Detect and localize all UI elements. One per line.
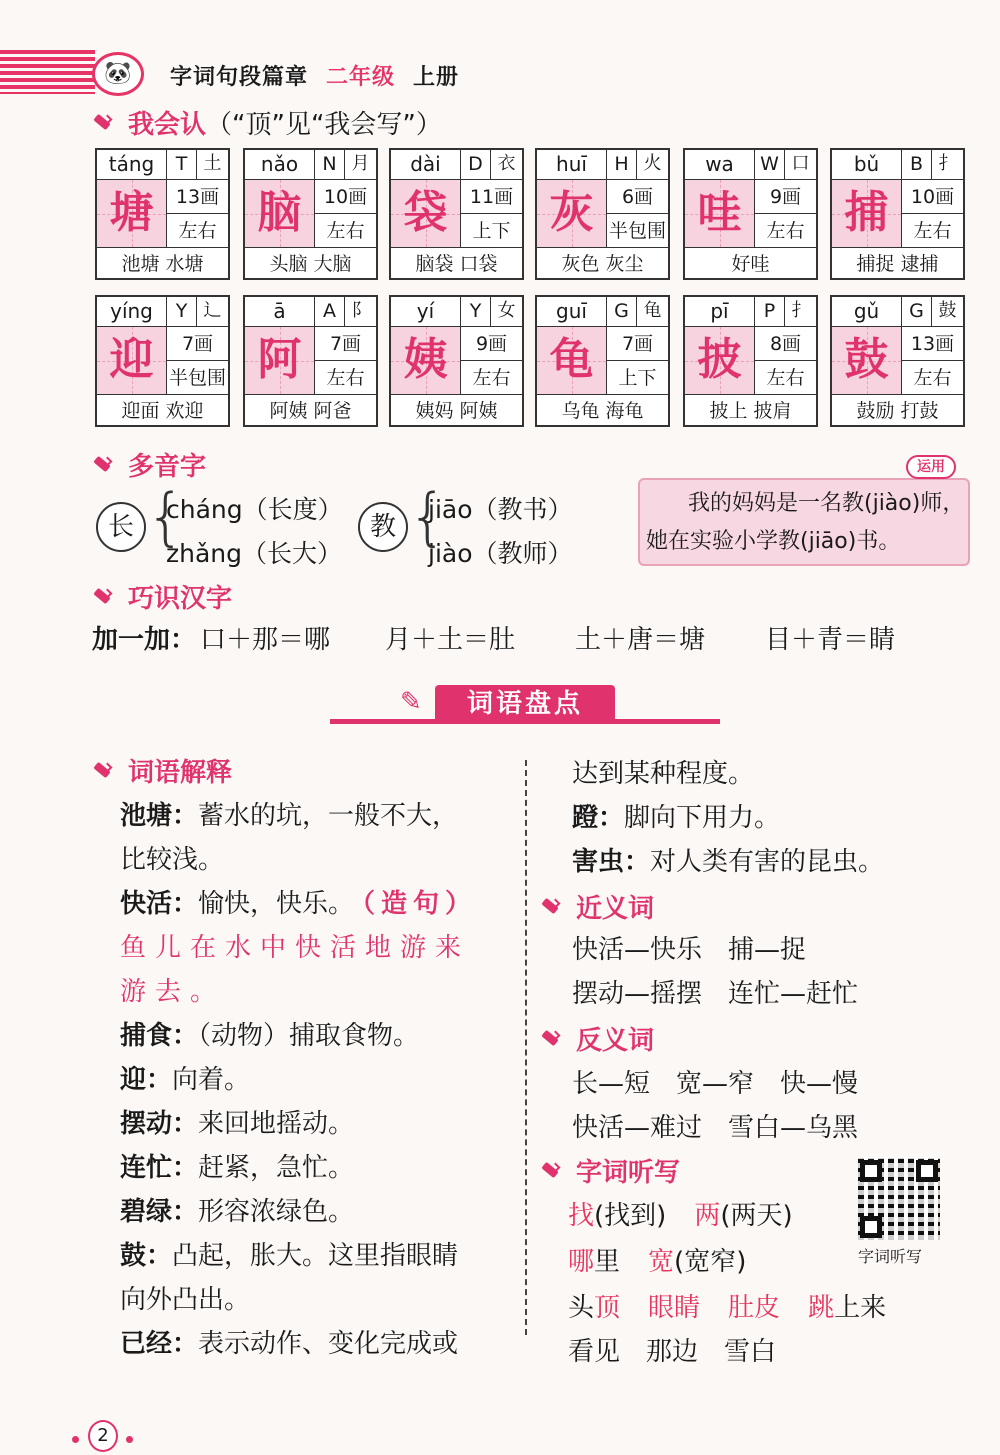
card-words: 捕捉 逮捕	[856, 253, 939, 275]
card-radical: 土	[203, 153, 222, 174]
explain-entry: 已经：表示动作、变化完成或	[120, 1329, 459, 1359]
pen-bullet-icon	[92, 112, 118, 134]
card-initial: W	[755, 150, 785, 179]
card-header	[832, 297, 963, 327]
card-structure: 左右	[755, 214, 816, 248]
explain-entry: 连忙：赶紧，急忙。	[120, 1153, 355, 1183]
card-strokes: 10画	[315, 180, 376, 214]
card-header	[391, 150, 522, 180]
column-divider	[525, 760, 527, 1335]
brace-icon: {	[408, 480, 448, 553]
dot-decoration	[126, 1436, 133, 1443]
explain-entry: 害虫：对人类有害的昆虫。	[572, 847, 885, 877]
card-words: 脑袋 口袋	[415, 253, 498, 275]
polyphone-char: 长	[96, 502, 146, 552]
character-card	[683, 295, 818, 427]
card-radical: 扌	[938, 153, 957, 174]
card-character	[97, 327, 167, 395]
card-character	[537, 327, 607, 395]
explain-entry: 蹬：脚向下用力。	[572, 803, 781, 833]
card-character	[685, 180, 755, 248]
section-polyphone-title: 多音字	[92, 446, 206, 483]
explain-entry: 快活：愉快，快乐。 （造句）	[120, 889, 478, 919]
pen-icon: ✎	[400, 687, 422, 717]
character-card	[243, 148, 378, 280]
card-pinyin: wa	[685, 150, 755, 179]
pen-bullet-icon	[92, 760, 118, 782]
card-radical: 火	[643, 153, 662, 174]
polyphone-reading: zhǎng（长大）	[166, 539, 343, 568]
example-sentence: 鱼儿在水中快活地游来	[120, 933, 471, 963]
card-words: 头脑 大脑	[269, 253, 352, 275]
section-recognize-title: 我会认 （“顶”见“我会写”）	[92, 104, 442, 141]
card-structure: 左右	[315, 214, 376, 248]
card-radical: 衣	[497, 153, 516, 174]
pen-bullet-icon	[540, 1028, 566, 1050]
card-initial: T	[167, 150, 197, 179]
section-explain-title: 词语解释	[92, 752, 232, 789]
card-structure: 左右	[902, 214, 963, 248]
character-card	[95, 295, 230, 427]
card-initial: G	[902, 297, 932, 326]
card-radical: 鼓	[938, 300, 957, 321]
card-structure: 半包围	[607, 214, 668, 248]
card-character-text: 塘	[109, 187, 154, 238]
character-card	[535, 295, 670, 427]
card-initial: Y	[461, 297, 491, 326]
card-words: 迎面 欢迎	[121, 400, 204, 422]
card-character	[245, 180, 315, 248]
pen-bullet-icon	[540, 896, 566, 918]
card-pinyin: táng	[97, 150, 167, 179]
card-words: 阿姨 阿爸	[269, 400, 352, 422]
card-strokes: 6画	[607, 180, 668, 214]
explain-entry: 迎：向着。	[120, 1065, 251, 1095]
card-pinyin: dài	[391, 150, 461, 179]
character-card	[683, 148, 818, 280]
pen-bullet-icon	[540, 1160, 566, 1182]
card-header	[391, 297, 522, 327]
card-character-text: 姨	[403, 334, 448, 385]
card-strokes: 8画	[755, 327, 816, 361]
section-clever-title: 巧识汉字	[92, 578, 232, 615]
card-strokes: 7画	[167, 327, 228, 361]
clever-item: 口＋那＝哪	[200, 625, 331, 655]
explain-entry: 捕食：（动物）捕取食物。	[120, 1021, 420, 1051]
card-strokes: 13画	[167, 180, 228, 214]
card-structure: 左右	[902, 361, 963, 395]
dictation-line: 头顶 眼睛 肚皮 跳上来	[568, 1293, 887, 1323]
polyphone-char: 教	[358, 502, 408, 552]
card-structure: 左右	[461, 361, 522, 395]
card-strokes: 7画	[607, 327, 668, 361]
qr-code[interactable]	[858, 1158, 940, 1240]
card-header	[245, 297, 376, 327]
card-words: 灰色 灰尘	[561, 253, 644, 275]
card-initial: H	[607, 150, 637, 179]
dictation-line: 找(找到) 两(两天)	[568, 1201, 793, 1231]
header-stripes	[0, 50, 95, 94]
synonym-line: 摆动—摇摆 连忙—赶忙	[572, 979, 859, 1009]
character-card	[243, 295, 378, 427]
card-words: 池塘 水塘	[121, 253, 204, 275]
clever-item: 目＋青＝睛	[765, 625, 896, 655]
card-strokes: 9画	[755, 180, 816, 214]
character-card	[389, 148, 524, 280]
card-strokes: 7画	[315, 327, 376, 361]
card-character	[685, 327, 755, 395]
header-title: 字词句段篇章 二年级 上册	[170, 65, 460, 90]
card-initial: N	[315, 150, 345, 179]
card-character-text: 披	[697, 334, 742, 385]
card-pinyin: nǎo	[245, 150, 315, 179]
explain-cont: 达到某种程度。	[572, 759, 755, 789]
card-header	[97, 150, 228, 180]
pen-bullet-icon	[92, 454, 118, 476]
explain-cont: 比较浅。	[120, 845, 225, 875]
card-character-text: 龟	[549, 334, 594, 385]
card-pinyin: gǔ	[832, 297, 902, 326]
card-pinyin: yí	[391, 297, 461, 326]
clever-item: 月＋土＝肚	[385, 625, 516, 655]
polyphone-reading: cháng（长度）	[166, 495, 343, 524]
section-banner	[330, 685, 720, 727]
character-card	[535, 148, 670, 280]
card-words: 披上 披肩	[709, 400, 792, 422]
polyphone-reading: jiào（教师）	[428, 539, 573, 568]
card-character	[391, 180, 461, 248]
card-radical: 阝	[351, 300, 370, 321]
explain-entry: 池塘：蓄水的坑，一般不大，	[120, 801, 459, 831]
card-pinyin: huī	[537, 150, 607, 179]
card-character-text: 迎	[109, 334, 154, 385]
explain-entry: 鼓：凸起，胀大。这里指眼睛	[120, 1241, 459, 1271]
card-structure: 上下	[461, 214, 522, 248]
character-card	[95, 148, 230, 280]
card-header	[97, 297, 228, 327]
explain-entry: 碧绿：形容浓绿色。	[120, 1197, 355, 1227]
card-pinyin: ā	[245, 297, 315, 326]
dictation-line: 哪里 宽(宽窄)	[568, 1247, 747, 1277]
card-header	[537, 297, 668, 327]
panda-logo-icon: 🐼	[92, 52, 144, 96]
example-sentence: 游去。	[120, 977, 226, 1007]
character-card	[830, 295, 965, 427]
card-structure: 上下	[607, 361, 668, 395]
clever-label: 加一加：	[92, 625, 197, 655]
card-pinyin: guī	[537, 297, 607, 326]
card-character	[537, 180, 607, 248]
character-card	[830, 148, 965, 280]
card-words: 鼓励 打鼓	[856, 400, 939, 422]
pen-bullet-icon	[92, 586, 118, 608]
apply-line: 我的妈妈是一名教(jiào)师，	[688, 491, 965, 516]
card-header	[537, 150, 668, 180]
card-radical: 扌	[791, 300, 810, 321]
antonym-line: 长—短 宽—窄 快—慢	[572, 1069, 859, 1099]
card-radical: 辶	[203, 300, 222, 321]
card-structure: 左右	[167, 214, 228, 248]
card-radical: 龟	[643, 300, 662, 321]
card-radical: 女	[497, 300, 516, 321]
card-strokes: 10画	[902, 180, 963, 214]
card-pinyin: bǔ	[832, 150, 902, 179]
synonym-line: 快活—快乐 捕—捉	[572, 935, 807, 965]
card-character-text: 灰	[549, 187, 594, 238]
card-character-text: 阿	[257, 334, 302, 385]
card-strokes: 11画	[461, 180, 522, 214]
card-character-text: 袋	[403, 187, 448, 238]
dictation-line: 看见 那边 雪白	[568, 1337, 777, 1367]
card-character	[97, 180, 167, 248]
page-number: 2	[88, 1420, 118, 1452]
card-header	[685, 297, 816, 327]
qr-caption: 字词听写	[858, 1247, 923, 1266]
section-dictation-title: 字词听写	[540, 1152, 680, 1189]
section-antonyms-title: 反义词	[540, 1020, 654, 1057]
card-structure: 半包围	[167, 361, 228, 395]
card-initial: P	[755, 297, 785, 326]
card-initial: G	[607, 297, 637, 326]
card-radical: 口	[791, 153, 810, 174]
card-pinyin: yíng	[97, 297, 167, 326]
explain-entry: 摆动：来回地摇动。	[120, 1109, 355, 1139]
qr-finder	[916, 1160, 938, 1182]
card-header	[832, 150, 963, 180]
apply-line: 她在实验小学教(jiāo)书。	[646, 529, 901, 554]
card-initial: A	[315, 297, 345, 326]
apply-tag: 运用	[906, 455, 956, 479]
dot-decoration	[72, 1436, 79, 1443]
polyphone-reading: jiāo（教书）	[428, 495, 573, 524]
card-header	[685, 150, 816, 180]
card-radical: 月	[351, 153, 370, 174]
character-card	[389, 295, 524, 427]
card-structure: 左右	[315, 361, 376, 395]
card-character-text: 鼓	[844, 334, 889, 385]
card-header	[245, 150, 376, 180]
antonym-line: 快活—难过 雪白—乌黑	[572, 1113, 859, 1143]
card-words: 乌龟 海龟	[561, 400, 644, 422]
card-strokes: 13画	[902, 327, 963, 361]
section-synonyms-title: 近义词	[540, 888, 654, 925]
card-words: 好哇	[731, 253, 770, 275]
card-initial: D	[461, 150, 491, 179]
card-character-text: 捕	[844, 187, 889, 238]
brace-icon: {	[146, 480, 186, 553]
card-structure: 左右	[755, 361, 816, 395]
explain-cont: 向外凸出。	[120, 1285, 251, 1315]
card-initial: Y	[167, 297, 197, 326]
card-initial: B	[902, 150, 932, 179]
card-character	[245, 327, 315, 395]
card-words: 姨妈 阿姨	[415, 400, 498, 422]
banner-title: 词语盘点	[435, 685, 615, 723]
qr-finder	[860, 1160, 882, 1182]
card-character	[391, 327, 461, 395]
card-character-text: 哇	[697, 187, 742, 238]
card-character	[832, 180, 902, 248]
qr-finder	[860, 1216, 882, 1238]
card-strokes: 9画	[461, 327, 522, 361]
card-character	[832, 327, 902, 395]
clever-item: 土＋唐＝塘	[575, 625, 706, 655]
card-character-text: 脑	[257, 187, 302, 238]
card-pinyin: pī	[685, 297, 755, 326]
